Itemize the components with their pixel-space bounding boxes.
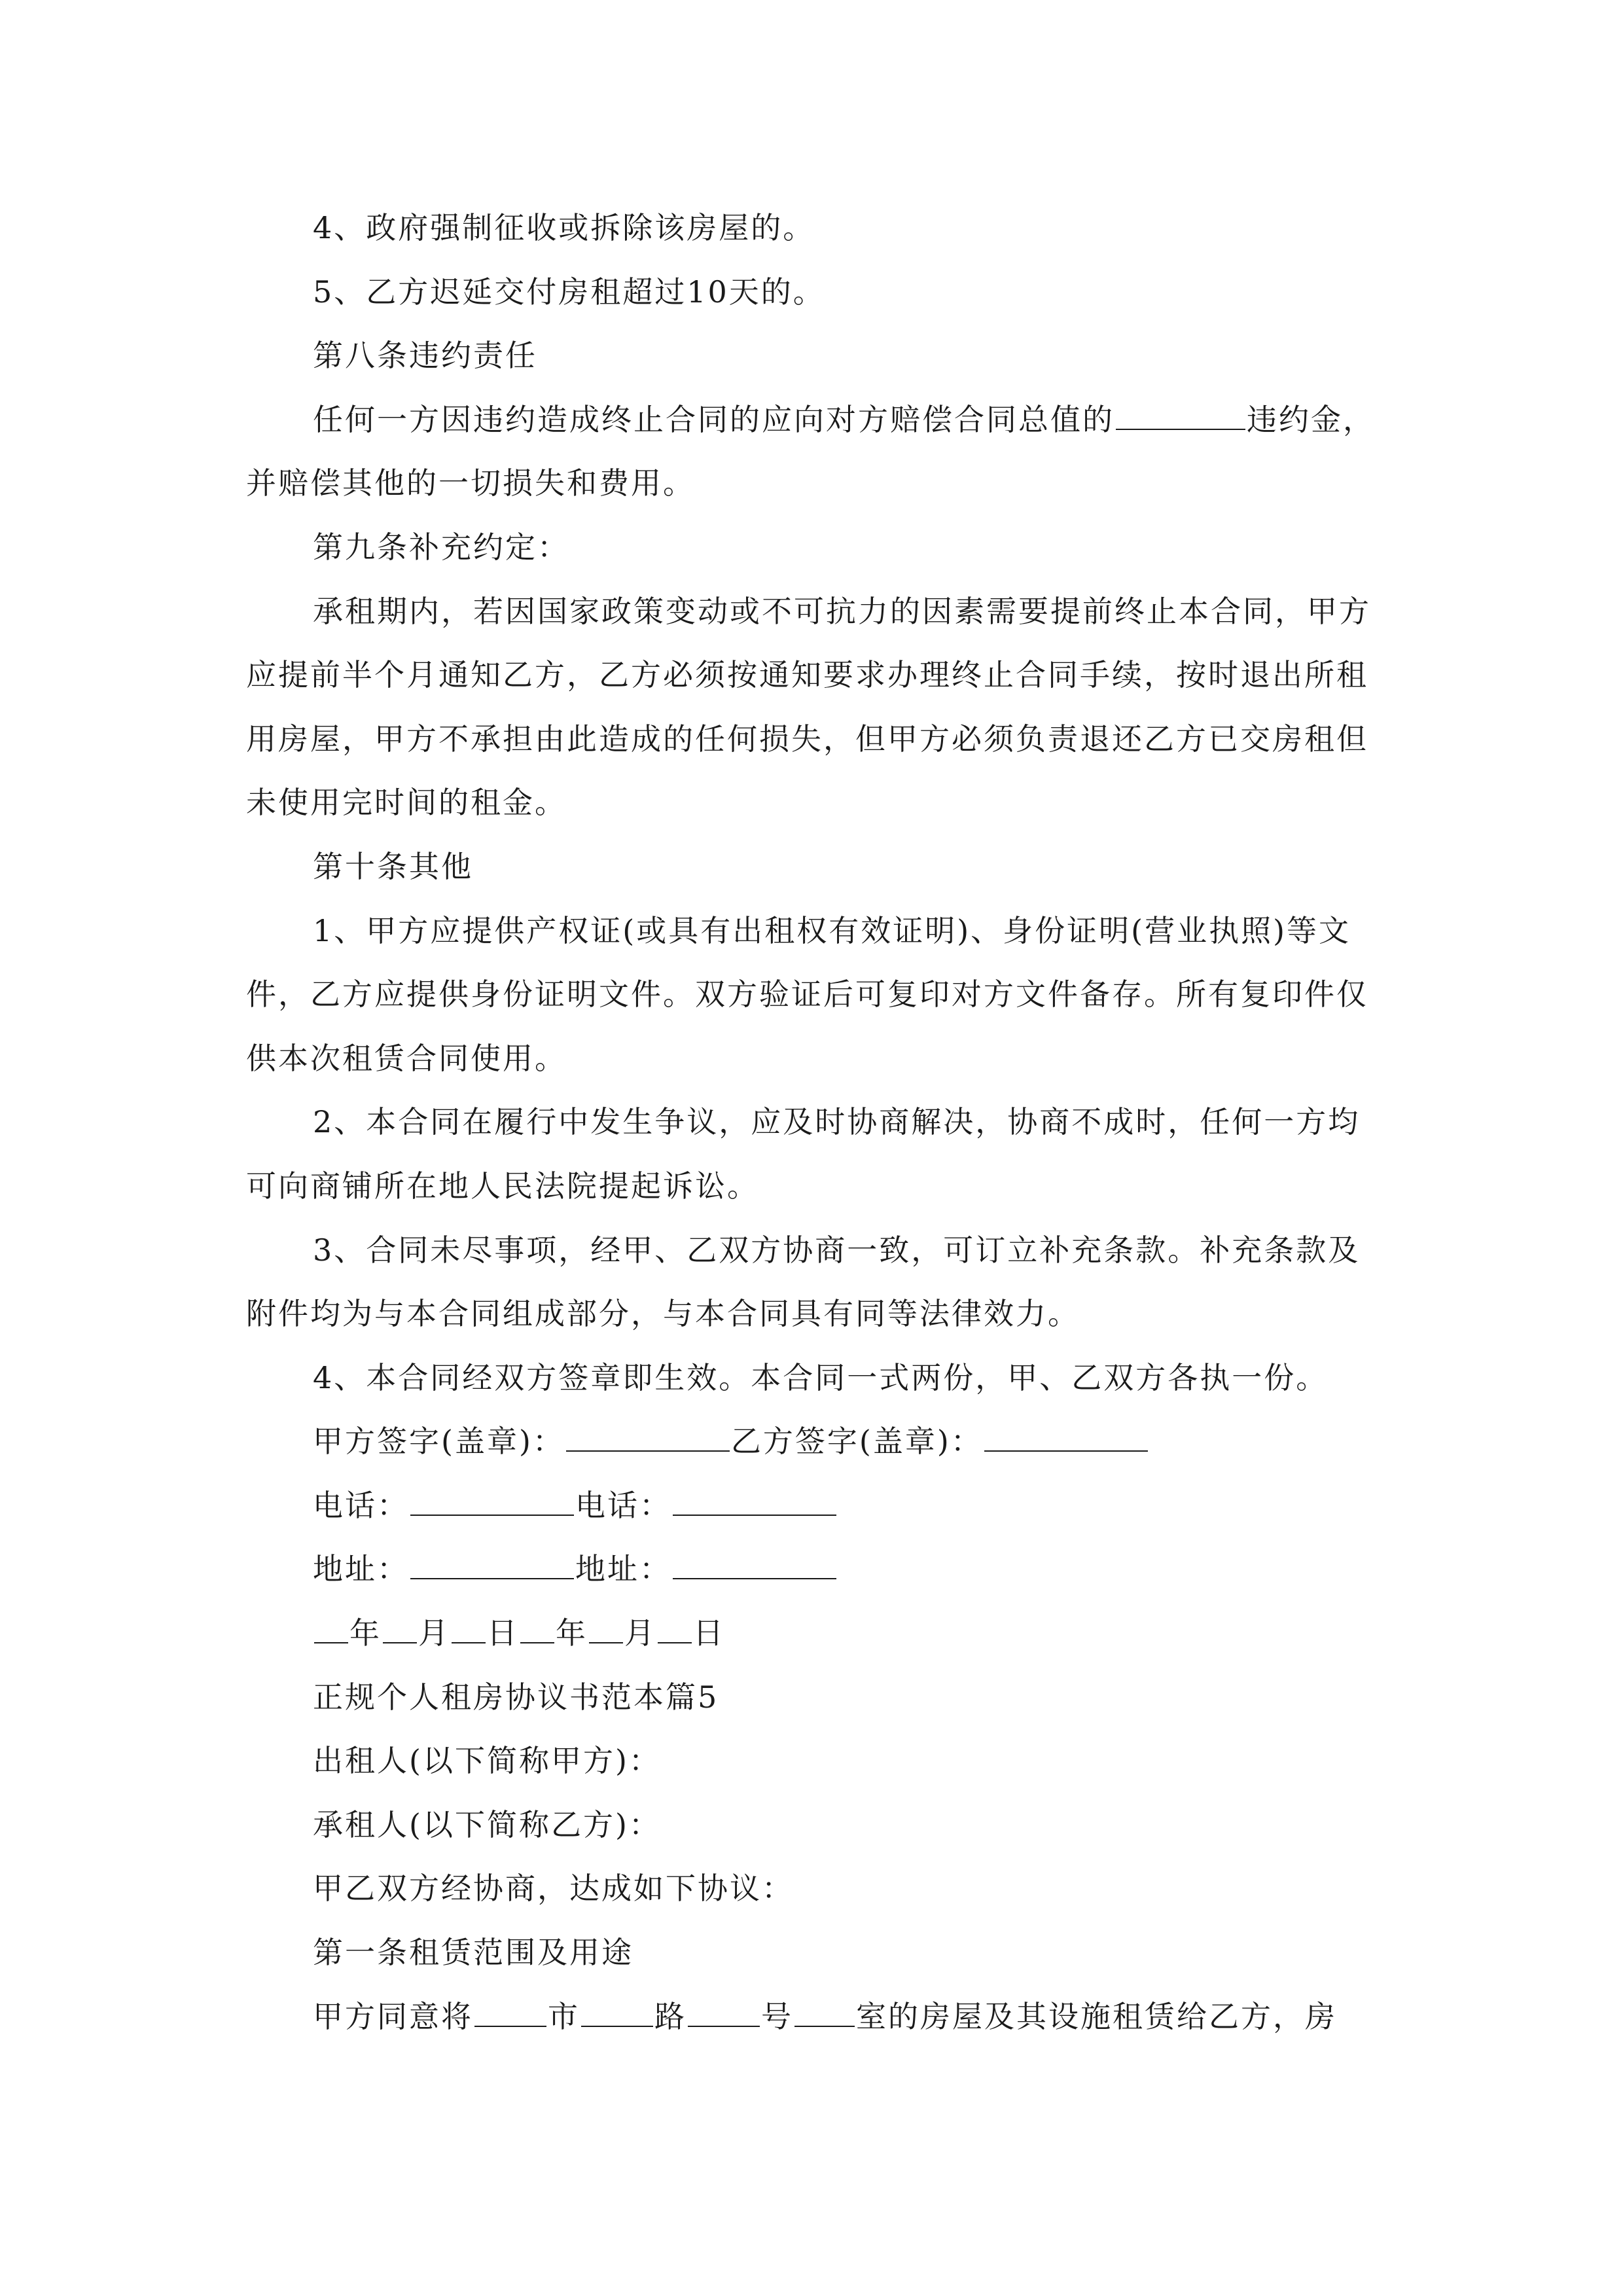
article-10-item-1-line-3: 供本次租赁合同使用。 [246, 1040, 567, 1076]
article-1-paragraph-line-1 [246, 1985, 1383, 2049]
article-10-item-1-line-2: 件，乙方应提供身份证明文件。双方验证后可复印对方文件备存。所有复印件仅 [246, 977, 1368, 1013]
party-b-signature-label: 乙方签字(盖章)： [730, 1424, 983, 1460]
article-8-paragraph-line-2: 并赔偿其他的一切损失和费用。 [246, 465, 695, 501]
article-1-title: 第一条租赁范围及用途 [313, 1935, 633, 1971]
article-8-text-after: 违约金， [1247, 401, 1375, 437]
signature-line [246, 1410, 1383, 1474]
section-5-title: 正规个人租房协议书范本篇5 [313, 1679, 719, 1715]
article-9-paragraph-line-4: 未使用完时间的租金。 [246, 785, 567, 821]
party-a-signature-blank [566, 1424, 730, 1452]
article-9-paragraph-line-3: 用房屋，甲方不承担由此造成的任何损失，但甲方必须负责退还乙方已交房租但 [246, 721, 1368, 757]
agreement-line: 甲乙双方经协商，达成如下协议： [313, 1871, 794, 1907]
clause-4-line: 4、政府强制征收或拆除该房屋的。 [313, 210, 815, 245]
article-10-item-2-line-1: 2、本合同在履行中发生争议，应及时协商解决，协商不成时，任何一方均 [313, 1104, 1361, 1140]
date-day-1-label: 日 [487, 1615, 519, 1651]
article-1-road-label: 路 [654, 1998, 687, 2034]
party-a-signature-label: 甲方签字(盖章)： [313, 1424, 565, 1460]
date-year-2-blank [520, 1616, 554, 1643]
lessee-line: 承租人(以下简称乙方)： [313, 1806, 661, 1842]
date-month-2-label: 月 [624, 1615, 656, 1651]
party-b-address-blank [673, 1552, 836, 1579]
date-month-2-blank [589, 1616, 623, 1643]
date-month-1-label: 月 [418, 1615, 450, 1651]
article-9-title: 第九条补充约定： [313, 529, 569, 565]
article-8-title: 第八条违约责任 [313, 338, 537, 374]
party-b-signature-blank [984, 1424, 1148, 1452]
date-year-1-blank [314, 1616, 348, 1643]
date-day-2-label: 日 [693, 1615, 725, 1651]
party-a-address-blank [410, 1552, 574, 1579]
article-1-number-label: 号 [761, 1998, 793, 2034]
party-b-phone-blank [673, 1488, 836, 1516]
address-line [246, 1537, 1383, 1602]
article-10-item-4-line: 4、本合同经双方签章即生效。本合同一式两份，甲、乙双方各执一份。 [313, 1359, 1329, 1395]
date-month-1-blank [383, 1616, 417, 1643]
phone-line [246, 1474, 1383, 1538]
road-blank [581, 2000, 653, 2027]
date-year-2-label: 年 [556, 1615, 588, 1651]
document-body [246, 196, 1383, 2049]
article-9-paragraph-line-1: 承租期内，若因国家政策变动或不可抗力的因素需要提前终止本合同，甲方 [313, 593, 1371, 629]
article-10-item-1-line-1: 1、甲方应提供产权证(或具有出租权有效证明)、身份证明(营业执照)等文 [313, 912, 1351, 948]
article-1-city-label: 市 [548, 1998, 580, 2034]
date-line [246, 1602, 1383, 1666]
clause-5-line: 5、乙方迟延交付房租超过10天的。 [313, 274, 825, 310]
article-10-item-3-line-2: 附件均为与本合同组成部分，与本合同具有同等法律效力。 [246, 1296, 1080, 1332]
article-10-item-3-line-1: 3、合同未尽事项，经甲、乙双方协商一致，可订立补充条款。补充条款及 [313, 1232, 1361, 1268]
party-b-phone-label: 电话： [575, 1487, 671, 1523]
city-blank [474, 2000, 546, 2027]
article-9-paragraph-line-2: 应提前半个月通知乙方，乙方必须按通知要求办理终止合同手续，按时退出所租 [246, 657, 1368, 693]
room-blank [794, 2000, 855, 2027]
article-10-item-2-line-2: 可向商铺所在地人民法院提起诉讼。 [246, 1168, 759, 1204]
lessor-line: 出租人(以下简称甲方)： [313, 1743, 661, 1779]
date-day-2-blank [658, 1616, 692, 1643]
date-year-1-label: 年 [349, 1615, 382, 1651]
article-8-text-before: 任何一方因违约造成终止合同的应向对方赔偿合同总值的 [313, 401, 1115, 437]
article-10-title: 第十条其他 [313, 848, 473, 884]
date-day-1-blank [452, 1616, 486, 1643]
party-a-phone-blank [410, 1488, 574, 1516]
party-b-address-label: 地址： [575, 1551, 671, 1587]
article-1-suffix: 室的房屋及其设施租赁给乙方，房 [856, 1998, 1337, 2034]
party-a-address-label: 地址： [313, 1551, 409, 1587]
article-8-paragraph-line-1 [246, 388, 1383, 452]
penalty-blank [1116, 403, 1245, 430]
number-blank [688, 2000, 760, 2027]
party-a-phone-label: 电话： [313, 1487, 409, 1523]
article-1-prefix: 甲方同意将 [313, 1998, 473, 2034]
